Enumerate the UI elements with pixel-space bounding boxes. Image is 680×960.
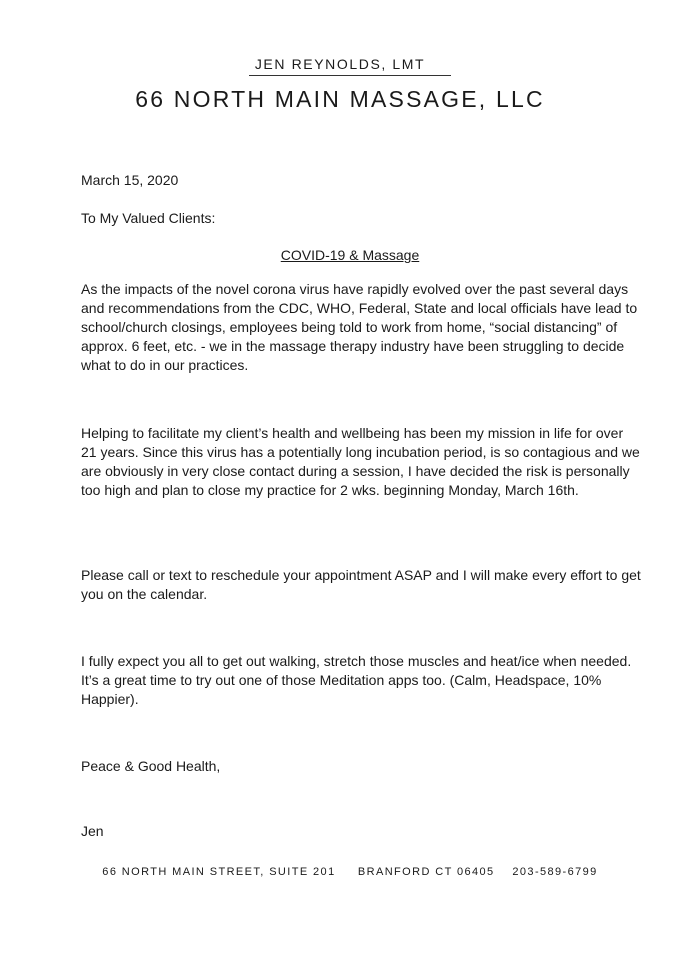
letter-date: March 15, 2020 [81, 172, 179, 188]
letter-subject: COVID-19 & Massage [280, 247, 420, 263]
letterhead-company: 66 NORTH MAIN MASSAGE, LLC [135, 86, 545, 112]
letter-signature: Jen [81, 823, 104, 839]
letterhead-divider [249, 75, 451, 76]
paragraph-4: I fully expect you all to get out walking, stretch those muscles and heat/ice when needed. It’s a great time to try out one of those Meditation apps too. (Calm, Headspace, 10% Happier). [81, 653, 632, 707]
paragraph-3: Please call or text to reschedule your appointment ASAP and I will make every effort to get you on the calendar. [81, 567, 641, 602]
footer-address: 66 NORTH MAIN STREET, SUITE 201 BRANFORD CT 06405 203-589-6799 [102, 866, 598, 878]
letter-closing: Peace & Good Health, [81, 758, 221, 774]
paragraph-1: As the impacts of the novel corona virus have rapidly evolved over the past several days and recommendations from the CDC, WHO, Federal, State and local officials have lead to school/church closings, employees being told to work from home, “social distancing” of approx. 6 feet, etc. - we in the massage therapy industry have been struggling to decide what to do in our practices. [81, 281, 638, 373]
paragraph-2: Helping to facilitate my client’s health and wellbeing has been my mission in life for over 21 years. Since this virus has a potentially long incubation period, is so contagious and we are obviously in very close contact during a session, I have decided the risk is personally too high and plan to close my practice for 2 wks. beginning Monday, March 16th. [81, 425, 640, 498]
letterhead-name: JEN REYNOLDS, LMT [254, 56, 426, 72]
letter-salutation: To My Valued Clients: [81, 210, 216, 226]
